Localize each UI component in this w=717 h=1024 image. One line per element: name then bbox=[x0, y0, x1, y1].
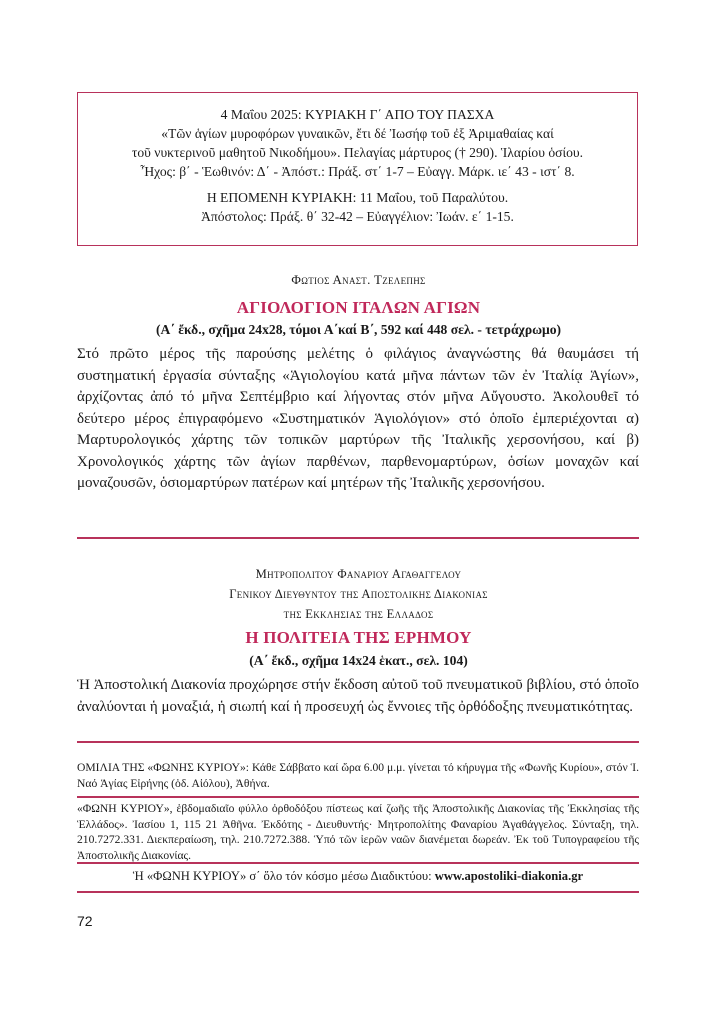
footer-divider bbox=[77, 891, 639, 893]
article2-author bbox=[70, 564, 647, 624]
section-divider bbox=[77, 537, 639, 539]
article2-author-line: Γενικου Διευθυντου της Αποστολικης Διακονιας bbox=[229, 587, 488, 601]
article2-subtitle: (Α΄ ἔκδ., σχῆμα 14x24 ἑκατ., σελ. 104) bbox=[249, 653, 468, 668]
article1-title: ΑΓΙΟΛΟΓΙΟΝ ΙΤΑΛΩΝ ΑΓΙΩΝ bbox=[236, 298, 481, 317]
page-number: 72 bbox=[77, 913, 93, 929]
article2-author-line: της Εκκλησιας της Ελλαδος bbox=[283, 607, 434, 621]
calendar-date-line: 4 Μαΐου 2025: ΚΥΡΙΑΚΗ Γ΄ ΑΠΟ ΤΟΥ ΠΑΣΧΑ bbox=[220, 107, 495, 122]
calendar-next-readings-line: Ἀπόστολος: Πράξ. θ΄ 32-42 – Εὐαγγέλιον: Ἰωάν. ε΄ 1-15. bbox=[201, 209, 514, 224]
website-label: Ἡ «ΦΩΝΗ ΚΥΡΙΟΥ» σ΄ ὅλο τόν κόσμο μέσω Διαδικτύου: bbox=[132, 869, 435, 883]
website-line bbox=[77, 869, 639, 884]
liturgical-calendar-box bbox=[77, 92, 638, 246]
footer-divider bbox=[77, 796, 639, 798]
calendar-feast-line: τοῦ νυκτερινοῦ μαθητοῦ Νικοδήμου». Πελαγίας μάρτυρος († 290). Ἱλαρίου ὁσίου. bbox=[131, 145, 584, 160]
calendar-readings-line: Ἦχος: β΄ - Ἑωθινόν: Δ΄ - Ἀπόστ.: Πράξ. στ΄ 1-7 – Εὐαγγ. Μάρκ. ιε΄ 43 - ιστ΄ 8. bbox=[140, 164, 575, 179]
footer-divider bbox=[77, 862, 639, 864]
calendar-feast-line: «Τῶν ἁγίων μυροφόρων γυναικῶν, ἔτι δέ Ἰωσήφ τοῦ ἐξ Ἀριμαθαίας καί bbox=[161, 126, 554, 141]
article2-body: Ἡ Ἀποστολική Διακονία προχώρησε στήν ἔκδοση αὐτοῦ τοῦ πνευματικοῦ βιβλίου, στό ὁποῖο ἀναλύονται ἡ μοναξιά, ἡ σιωπή καί ἡ προσευχή ὡς ἔννοιες τῆς ὀρθόδοξης πνευματικότητας. bbox=[77, 677, 639, 715]
article2-title: Η ΠΟΛΙΤΕΙΑ ΤΗΣ ΕΡΗΜΟΥ bbox=[245, 628, 472, 647]
article2-author-line: Μητροπολιτου Φαναριου Αγαθαγγελου bbox=[255, 567, 462, 581]
calendar-spacer bbox=[78, 181, 637, 188]
section-divider bbox=[77, 741, 639, 743]
article1-body: Στό πρῶτο μέρος τῆς παρούσης μελέτης ὁ φιλάγιος ἀναγνώστης θά θαυμάσει τή συστηματική ἐργασία σύνταξης «Ἁγιολογίου κατά μῆνα πάντων τῶν ἐν Ἰταλίᾳ Ἁγίων», ἀρχίζοντας ἀπό τό μῆνα Σεπτέμβριο καί λήγοντας στόν μῆνα Αὔγουστο. Ἀκολουθεῖ τό δεύτερο μέρος ἐπιγραφόμενο «Συστηματικόν Ἁγιολόγιον» στό ὁποῖο ἐμπεριέχονται α) Μαρτυρολογικός χάρτης τῶν τοπικῶν μαρτύρων τῆς Ἰταλικῆς χερσονήσου, καί β) Χρονολογικός χάρτης τῶν ἁγίων παρθένων, παρθενομαρτύρων, ὁσίων μοναχῶν καί μοναζουσῶν, ὁσιομαρτύρων πατέρων καί μητέρων τῆς Ἰταλικῆς χερσονήσου. bbox=[77, 346, 639, 491]
website-link[interactable]: www.apostoliki-diakonia.gr bbox=[434, 869, 584, 883]
sermon-notice: ΟΜΙΛΙΑ ΤΗΣ «ΦΩΝΗΣ ΚΥΡΙΟΥ»: Κάθε Σάββατο καί ὥρα 6.00 μ.μ. γίνεται τό κήρυγμα τῆς «Φωνῆς Κυρίου», στόν Ἱ. Ναό Ἁγίας Εἰρήνης (ὁδ. Αἰόλου), Ἀθήνα. bbox=[77, 761, 639, 790]
article1-subtitle: (Α΄ ἔκδ., σχῆμα 24x28, τόμοι Α΄καί Β΄, 592 καί 448 σελ. - τετράχρωμο) bbox=[155, 322, 562, 337]
calendar-next-sunday-line: Η ΕΠΟΜΕΝΗ ΚΥΡΙΑΚΗ: 11 Μαΐου, τοῦ Παραλύτου. bbox=[206, 190, 509, 205]
article1-author: Φωτιος Αναστ. Τζελεπης bbox=[291, 272, 426, 287]
publisher-notice: «ΦΩΝΗ ΚΥΡΙΟΥ», ἑβδομαδιαῖο φύλλο ὀρθοδόξου πίστεως καί ζωῆς τῆς Ἀποστολικῆς Διακονίας τῆς Ἐκκλησίας τῆς Ἑλλάδος». Ἰασίου 1, 115 21 Ἀθῆνα. Ἐκδότης - Διευθυντής· Μητροπολίτης Φαναρίου Ἀγαθάγγελος. Σύνταξη, τηλ. 210.7272.331. Διεκπεραίωση, τηλ. 210.7272.388. Ὑπό τῶν ἱερῶν ναῶν διανέμεται δωρεάν. Ἐκ τοῦ Τυπογραφείου τῆς Ἀποστολικῆς Διακονίας. bbox=[77, 802, 639, 862]
